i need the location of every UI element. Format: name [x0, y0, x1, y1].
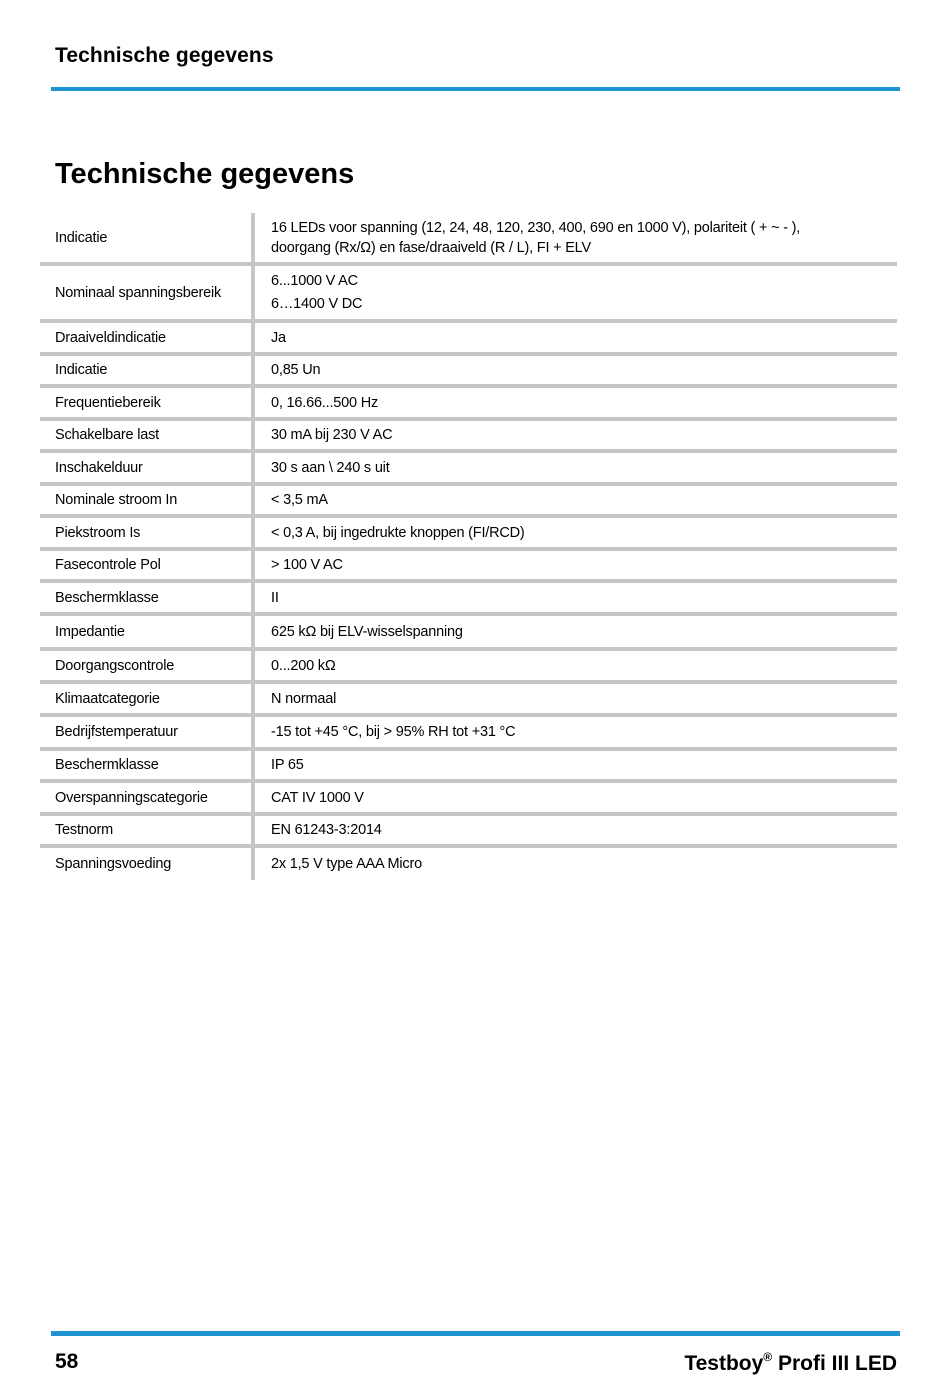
- spec-value: Ja: [271, 329, 286, 346]
- product-name: [684, 1350, 897, 1376]
- spec-value: 0, 16.66...500 Hz: [271, 394, 379, 411]
- spec-row: [40, 453, 897, 486]
- brand-name: Testboy: [684, 1352, 764, 1375]
- spec-value: < 3,5 mA: [271, 492, 328, 508]
- spec-row: [40, 421, 897, 453]
- spec-value: [255, 266, 897, 319]
- spec-label: Bedrijfstemperatuur: [40, 717, 255, 747]
- spec-label: Overspanningscategorie: [40, 783, 255, 812]
- spec-row: [40, 551, 897, 583]
- spec-value-line: doorgang (Rx/Ω) en fase/draaiveld (R / L), FI + ELV: [271, 239, 591, 256]
- spec-row: [40, 717, 897, 751]
- spec-value: 0...200 kΩ: [271, 657, 336, 674]
- spec-row: [40, 213, 897, 266]
- spec-row: [40, 848, 897, 880]
- spec-value: 0,85 Un: [271, 362, 321, 378]
- spec-label: Frequentiebereik: [40, 388, 255, 417]
- spec-value: 2x 1,5 V type AAA Micro: [271, 856, 422, 872]
- spec-value: 30 s aan \ 240 s uit: [271, 459, 390, 476]
- spec-value: [255, 213, 897, 262]
- header-rule: [51, 87, 900, 91]
- spec-value-line: 6...1000 V AC: [271, 273, 358, 289]
- spec-row: [40, 266, 897, 323]
- spec-label: Fasecontrole Pol: [40, 551, 255, 579]
- spec-row: [40, 816, 897, 848]
- footer-rule: [51, 1331, 900, 1336]
- spec-value: 30 mA bij 230 V AC: [271, 427, 393, 443]
- spec-label: Klimaatcategorie: [40, 684, 255, 713]
- page-number: 58: [55, 1350, 79, 1373]
- spec-row: [40, 751, 897, 783]
- spec-label: Indicatie: [40, 213, 255, 262]
- spec-table: [40, 213, 897, 880]
- spec-label: Spanningsvoeding: [40, 848, 255, 880]
- spec-row: [40, 323, 897, 356]
- spec-value: N normaal: [271, 690, 337, 707]
- spec-value-line: 6…1400 V DC: [271, 296, 363, 312]
- spec-row: [40, 783, 897, 816]
- spec-label: Testnorm: [40, 816, 255, 844]
- spec-row: [40, 616, 897, 651]
- spec-row: [40, 518, 897, 551]
- spec-value: 625 kΩ bij ELV-wisselspanning: [271, 623, 463, 640]
- spec-row: [40, 486, 897, 518]
- section-title: Technische gegevens: [55, 158, 355, 190]
- spec-row: [40, 651, 897, 684]
- spec-value: IP 65: [271, 757, 304, 773]
- product-model: Profi III LED: [777, 1352, 897, 1375]
- running-header: Technische gegevens: [55, 44, 274, 67]
- spec-row: [40, 388, 897, 421]
- registered-mark: ®: [763, 1350, 773, 1364]
- spec-label: Nominale stroom In: [40, 486, 255, 514]
- spec-label: Impedantie: [40, 616, 255, 647]
- spec-label: Inschakelduur: [40, 453, 255, 482]
- spec-value: EN 61243-3:2014: [271, 822, 382, 838]
- spec-label: Beschermklasse: [40, 751, 255, 779]
- spec-label: Nominaal spanningsbereik: [40, 266, 255, 319]
- spec-label: Piekstroom Is: [40, 518, 255, 547]
- spec-value: -15 tot +45 °C, bij > 95% RH tot +31 °C: [271, 724, 516, 740]
- spec-label: Doorgangscontrole: [40, 651, 255, 680]
- spec-label: Indicatie: [40, 356, 255, 384]
- spec-value: II: [271, 589, 279, 606]
- spec-label: Beschermklasse: [40, 583, 255, 612]
- spec-label: Draaiveldindicatie: [40, 323, 255, 352]
- spec-label: Schakelbare last: [40, 421, 255, 449]
- spec-value: CAT IV 1000 V: [271, 789, 364, 806]
- spec-row: [40, 583, 897, 616]
- spec-value: < 0,3 A, bij ingedrukte knoppen (FI/RCD): [271, 524, 525, 541]
- spec-row: [40, 356, 897, 388]
- spec-row: [40, 684, 897, 717]
- spec-value-line: 16 LEDs voor spanning (12, 24, 48, 120, 230, 400, 690 en 1000 V), polariteit ( + ~ - ),: [271, 219, 801, 236]
- spec-value: > 100 V AC: [271, 557, 343, 573]
